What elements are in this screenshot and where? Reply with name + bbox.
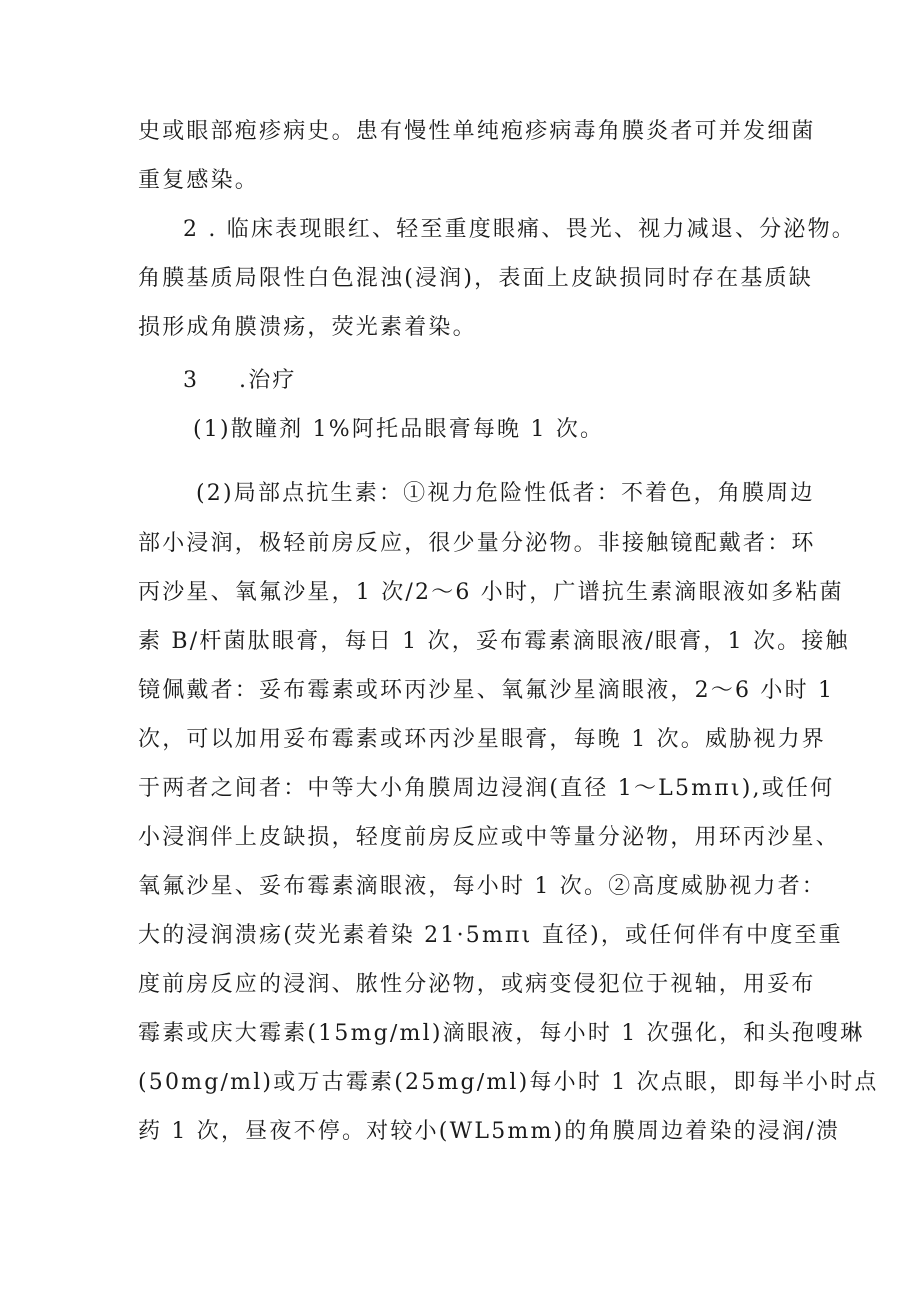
text-line: 重复感染。 <box>138 168 260 193</box>
text-line: 大的浸润溃疡(荧光素着染 21·5mπι 直径)，或任何伴有中度至重 <box>138 923 843 948</box>
text-line: 于两者之间者：中等大小角膜周边浸润(直径 1～L5mπι),或任何 <box>138 776 835 801</box>
section-heading <box>183 366 297 396</box>
text-line: 部小浸润，极轻前房反应，很少量分泌物。非接触镜配戴者：环 <box>138 531 816 556</box>
section-title: .治疗 <box>239 368 297 393</box>
text-line: 霉素或庆大霉素(15mg∕ml)滴眼液，每小时 1 次强化，和头孢嗖琳 <box>138 1021 865 1046</box>
text-line: 素 B/杆菌肽眼膏，每日 1 次，妥布霉素滴眼液/眼膏，1 次。接触 <box>138 629 850 654</box>
text-line: (2)局部点抗生素：①视力危险性低者：不着色，角膜周边 <box>196 481 815 506</box>
section-number: 3 <box>183 368 200 393</box>
text-line: 次，可以加用妥布霉素或环丙沙星眼膏，每晚 1 次。威胁视力界 <box>138 727 826 752</box>
text-line: (1)散瞳剂 1%阿托品眼膏每晚 1 次。 <box>193 417 605 442</box>
text-line: 氧氟沙星、妥布霉素滴眼液，每小时 1 次。②高度威胁视力者： <box>138 874 826 899</box>
text-line: 镜佩戴者：妥布霉素或环丙沙星、氧氟沙星滴眼液，2～6 小时 1 <box>138 678 835 703</box>
text-line: 2 . 临床表现眼红、轻至重度眼痛、畏光、视力减退、分泌物。 <box>183 217 856 242</box>
text-line: (50mg∕ml)或万古霉素(25mg∕ml)每小时 1 次点眼，即每半小时点 <box>138 1070 879 1095</box>
text-line: 史或眼部疱疹病史。患有慢性单纯疱疹病毒角膜炎者可并发细菌 <box>138 119 816 144</box>
text-line: 药 1 次，昼夜不停。对较小(WL5mm)的角膜周边着染的浸润/溃 <box>138 1119 841 1144</box>
text-line: 度前房反应的浸润、脓性分泌物，或病变侵犯位于视轴，用妥布 <box>138 972 816 997</box>
text-line: 角膜基质局限性白色混浊(浸润)，表面上皮缺损同时存在基质缺 <box>138 266 813 291</box>
text-line: 丙沙星、氧氟沙星，1 次/2～6 小时，广谱抗生素滴眼液如多粘菌 <box>138 580 844 605</box>
text-line: 小浸润伴上皮缺损，轻度前房反应或中等量分泌物，用环丙沙星、 <box>138 825 840 850</box>
text-line: 损形成角膜溃疡，荧光素着染。 <box>138 315 477 340</box>
